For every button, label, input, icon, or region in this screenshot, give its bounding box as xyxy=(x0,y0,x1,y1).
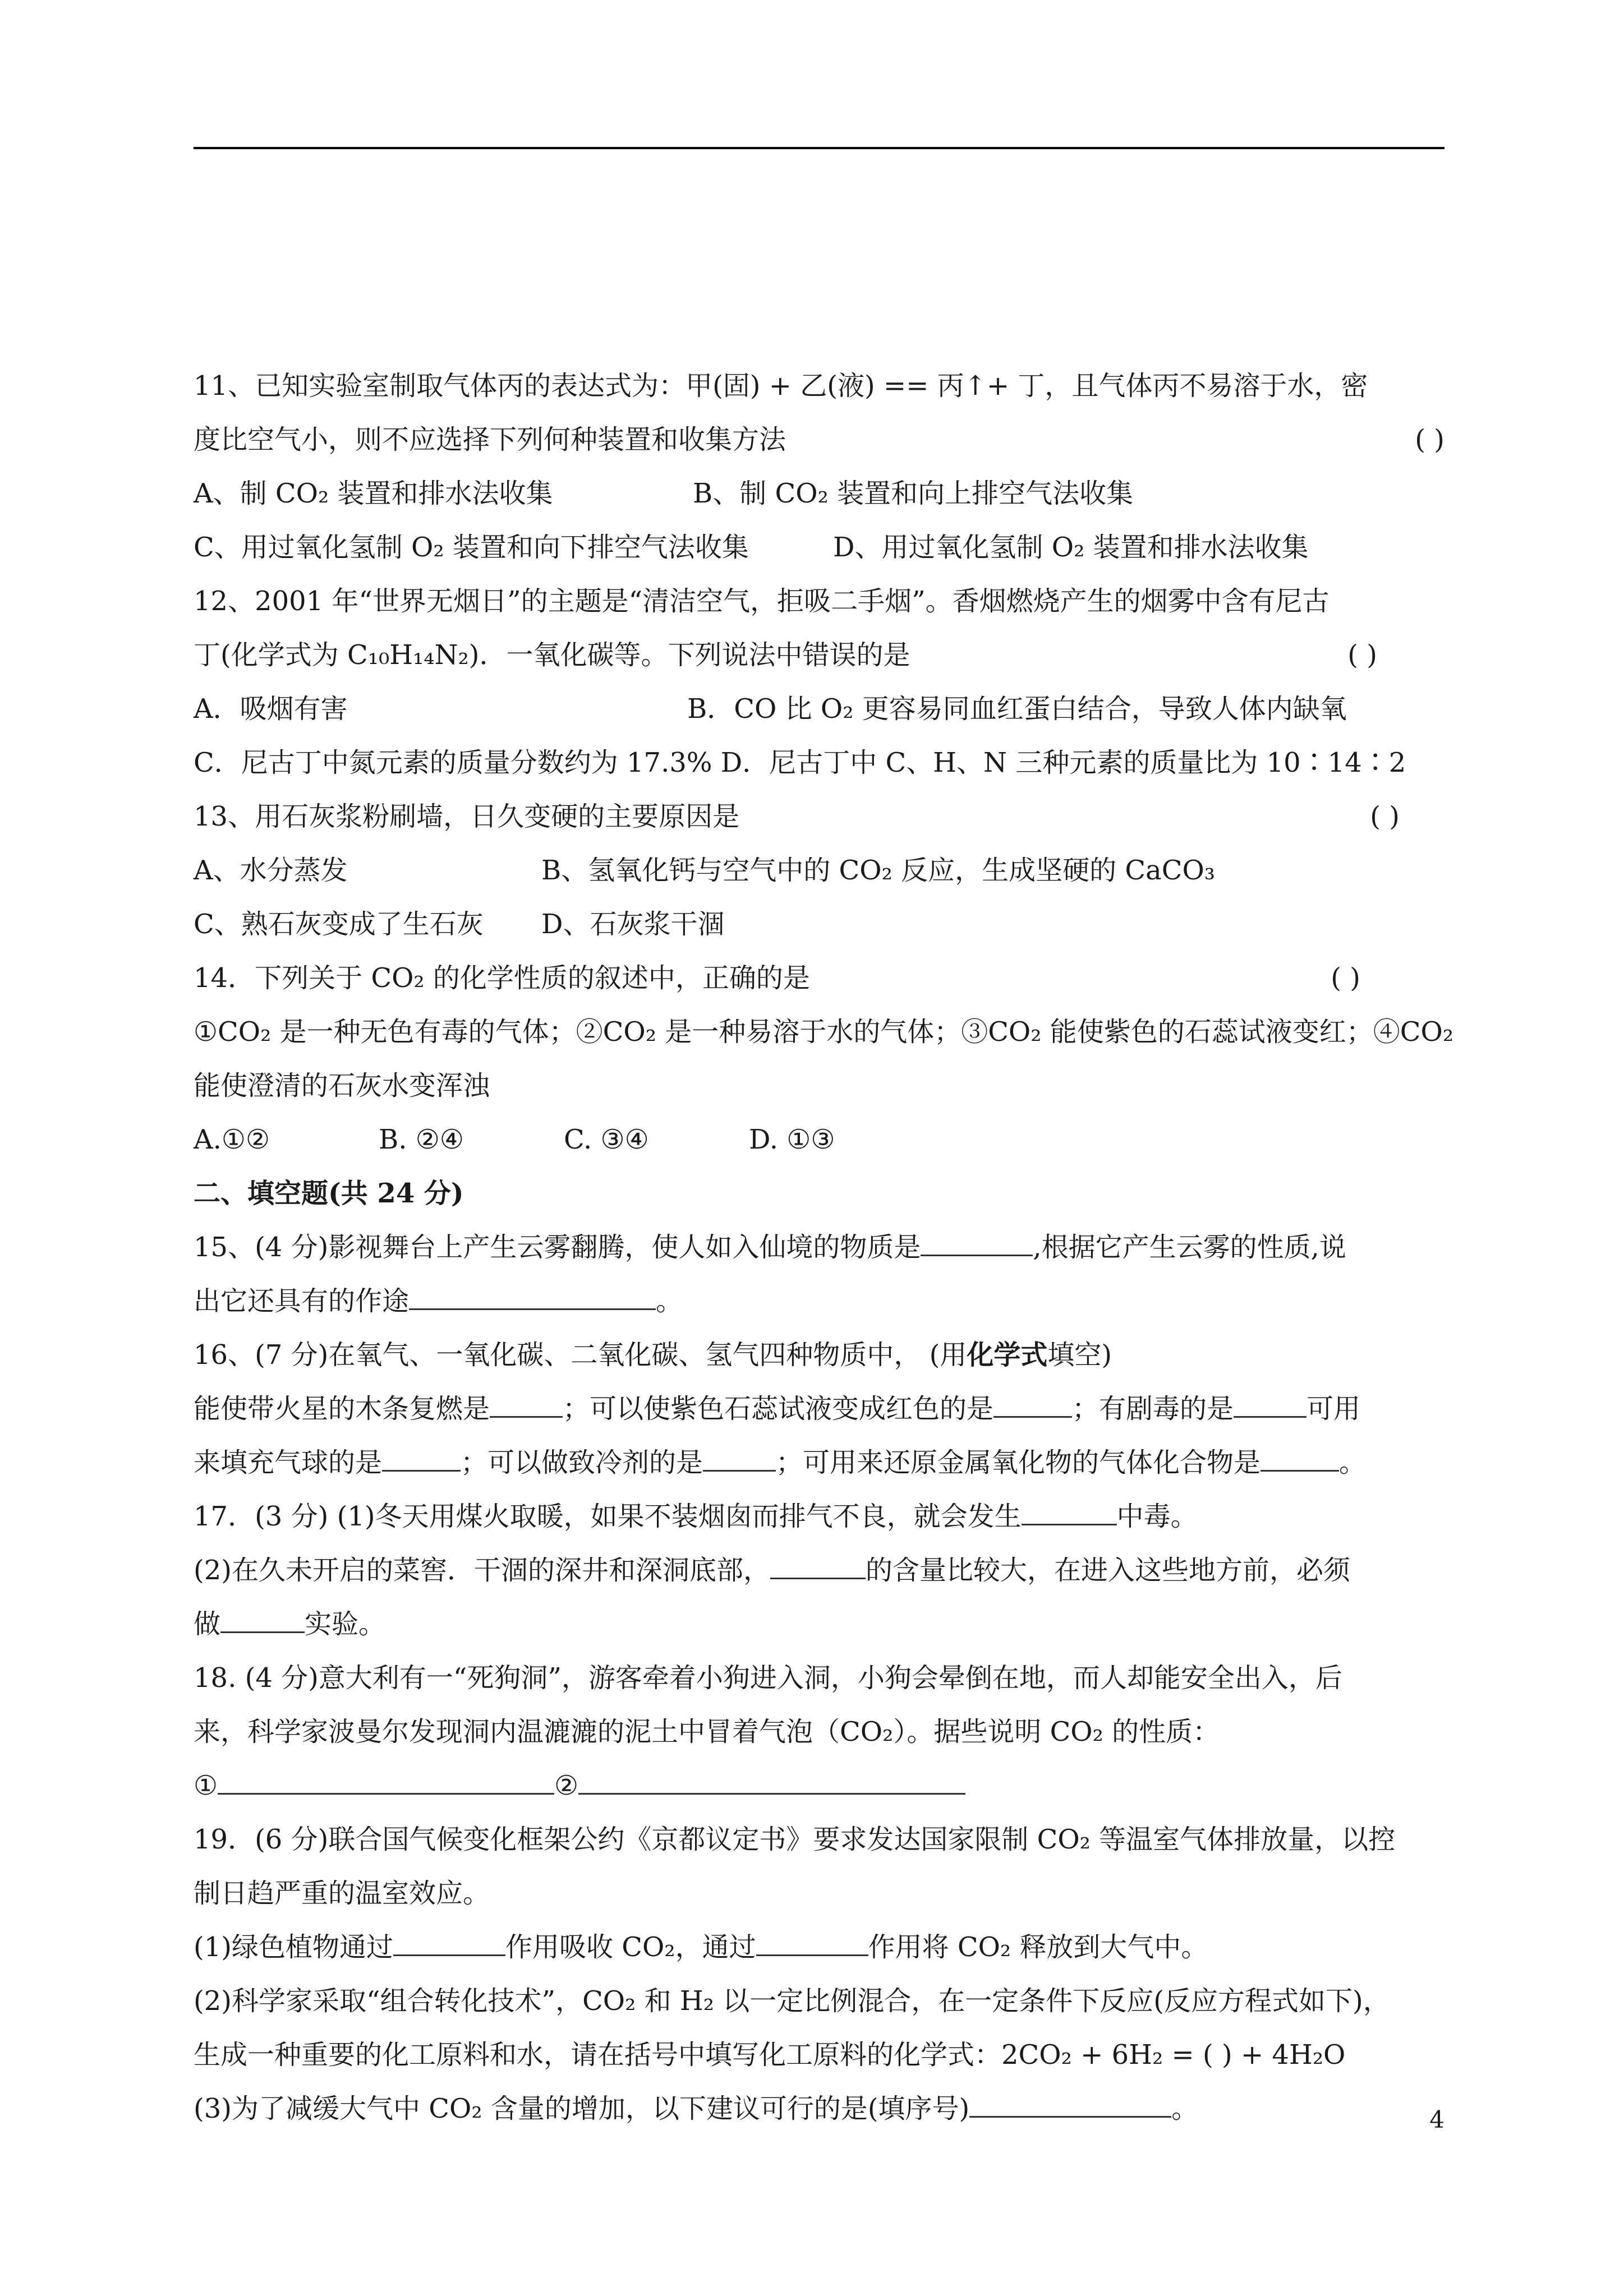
q17-blank-3[interactable] xyxy=(220,1609,305,1633)
q17-text-b: 中毒。 xyxy=(1116,1501,1198,1532)
q12-option-b: B．CO 比 O₂ 更容易同血红蛋白结合，导致人体内缺氧 xyxy=(687,693,1347,725)
q19-line2: 制日趋严重的温室效应。 xyxy=(194,1878,490,1909)
q15-line2 xyxy=(194,1274,1444,1328)
q18-line1: 18. (4 分)意大利有一“死狗洞”，游客牵着小狗进入洞，小狗会晕倒在地，而人却能安全出入，后 xyxy=(194,1662,1342,1694)
q11-stem: 度比空气小，则不应选择下列何种装置和收集方法 xyxy=(194,424,786,455)
q12-options-ab xyxy=(194,682,1444,736)
q16-line1 xyxy=(194,1328,1444,1382)
q19-blank-3[interactable] xyxy=(969,2094,1171,2118)
q16-blank-3[interactable] xyxy=(1234,1394,1306,1418)
q13-option-b: B、氢氧化钙与空气中的 CO₂ 反应，生成坚硬的 CaCO₃ xyxy=(541,855,1216,886)
q15-blank-1[interactable] xyxy=(921,1232,1033,1256)
q19-line1: 19．(6 分)联合国气候变化框架公约《京都议定书》要求发达国家限制 CO₂ 等温室气体排放量，以控 xyxy=(194,1824,1396,1855)
q16-emphasis: 化学式 xyxy=(967,1339,1048,1371)
q13-option-a: A、水分蒸发 xyxy=(194,855,348,886)
q16-line2 xyxy=(194,1382,1444,1436)
q16-prompt-balloon-2: 来填充气球的是 xyxy=(194,1447,383,1478)
q17-line1 xyxy=(194,1490,1444,1543)
q16-prompt-toxic: ；有剧毒的是 xyxy=(1072,1393,1234,1424)
q16-blank-2[interactable] xyxy=(993,1394,1072,1418)
q14-line2: ①CO₂ 是一种无色有毒的气体；②CO₂ 是一种易溶于水的气体；③CO₂ 能使紫色的石蕊试液变红；④CO₂ xyxy=(194,1016,1454,1048)
q17-text-d: 的含量比较大，在进入这些地方前，必须 xyxy=(866,1555,1351,1586)
q12-option-a: A．吸烟有害 xyxy=(194,693,348,725)
q13-option-d: D、石灰浆干涸 xyxy=(541,909,725,940)
q19-s1-text-a: (1)绿色植物通过 xyxy=(194,1931,393,1963)
q14-option-c: C. ③④ xyxy=(564,1124,649,1155)
q15-text-d: 。 xyxy=(656,1285,683,1317)
q17-text-c: (2)在久未开启的菜窖．干涸的深井和深洞底部， xyxy=(194,1555,770,1586)
q16-prompt-oxygen: 能使带火星的木条复燃是 xyxy=(194,1393,490,1424)
q19-sub3 xyxy=(194,2082,1444,2136)
q15-text-a: 15、(4 分)影视舞台上产生云雾翻腾，使人如入仙境的物质是 xyxy=(194,1232,921,1263)
q14-stem: 14．下列关于 CO₂ 的化学性质的叙述中，正确的是 xyxy=(194,962,810,994)
q14-line3: 能使澄清的石灰水变浑浊 xyxy=(194,1070,490,1101)
q16-text-c: 填空) xyxy=(1047,1339,1112,1371)
q19-sub1 xyxy=(194,1920,1444,1974)
q16-blank-6[interactable] xyxy=(1260,1447,1339,1472)
q15-text-c: 出它还具有的作途 xyxy=(194,1285,410,1317)
q19-s3-text: (3)为了减缓大气中 CO₂ 含量的增加，以下建议可行的是(填序号) xyxy=(194,2093,970,2124)
q17-line2 xyxy=(194,1543,1444,1597)
q18-mark-1: ① xyxy=(194,1770,218,1801)
q11-options-cd xyxy=(194,520,1444,574)
q16-line3 xyxy=(194,1436,1444,1490)
q14-line1 xyxy=(194,951,1444,1005)
q16-blank-4[interactable] xyxy=(382,1447,461,1472)
q13-stem: 13、用石灰浆粉刷墙，日久变硬的主要原因是 xyxy=(194,801,740,832)
q16-prompt-acid: ；可以使紫色石蕊试液变成红色的是 xyxy=(563,1393,994,1424)
q11-option-c: C、用过氧化氢制 O₂ 装置和向下排空气法收集 xyxy=(194,532,749,563)
q12-stem: 丁(化学式为 C₁₀H₁₄N₂)．一氧化碳等。下列说法中错误的是 xyxy=(194,639,910,671)
q19-blank-2[interactable] xyxy=(756,1932,868,1956)
exam-page-content xyxy=(194,359,1454,2136)
q19-s3-period: 。 xyxy=(1171,2093,1199,2124)
q18-line2: 来，科学家波曼尔发现洞内温漉漉的泥土中冒着气泡（CO₂）。据些说明 CO₂ 的性质： xyxy=(194,1716,1220,1748)
q11-options-ab xyxy=(194,467,1444,520)
q19-s1-text-c: 作用将 CO₂ 释放到大气中。 xyxy=(868,1931,1208,1963)
q11-line2 xyxy=(194,413,1444,467)
header-rule xyxy=(194,147,1444,149)
q16-prompt-coolant: ；可以做致冷剂的是 xyxy=(461,1447,703,1478)
q18-blank-2[interactable] xyxy=(578,1771,965,1795)
q12-line1: 12、2001 年“世界无烟日”的主题是“清洁空气，拒吸二手烟”。香烟燃烧产生的烟雾中含有尼古 xyxy=(194,585,1329,617)
q19-sub2-line1: (2)科学家采取“组合转化技术”，CO₂ 和 H₂ 以一定比例混合，在一定条件下反应(反应方程式如下)， xyxy=(194,1985,1390,2017)
q14-option-d: D. ①③ xyxy=(749,1124,835,1155)
q11-answer-paren: ( ) xyxy=(1415,424,1444,455)
q14-answer-paren: ( ) xyxy=(1331,962,1360,994)
q17-text-f: 实验。 xyxy=(305,1608,386,1640)
q17-text-a: 17．(3 分) (1)冬天用煤火取暖，如果不装烟囱而排气不良，就会发生 xyxy=(194,1501,1022,1532)
q18-mark-2: ② xyxy=(554,1770,579,1801)
q12-answer-paren: ( ) xyxy=(1347,639,1377,671)
q19-sub2-line2: 生成一种重要的化工原料和水，请在括号中填写化工原料的化学式：2CO₂ + 6H₂ = ( ) + 4H₂O xyxy=(194,2039,1346,2071)
page-number: 4 xyxy=(1429,2106,1444,2133)
q14-option-b: B. ②④ xyxy=(379,1124,464,1155)
q17-text-e: 做 xyxy=(194,1608,221,1640)
q16-prompt-balloon: 可用 xyxy=(1306,1393,1361,1424)
q13-line1 xyxy=(194,790,1444,843)
q17-line3 xyxy=(194,1597,1444,1651)
q14-option-a: A.①② xyxy=(194,1124,270,1155)
q12-line2 xyxy=(194,628,1444,682)
q16-prompt-reducer: ；可用来还原金属氧化物的气体化合物是 xyxy=(776,1447,1261,1478)
q16-period: 。 xyxy=(1339,1447,1367,1478)
q13-option-c: C、熟石灰变成了生石灰 xyxy=(194,909,484,940)
section-heading-fill-in: 二、填空题(共 24 分) xyxy=(194,1178,464,1209)
q18-line3 xyxy=(194,1759,1444,1813)
q15-text-b: ,根据它产生云雾的性质,说 xyxy=(1033,1232,1346,1263)
q11-option-b: B、制 CO₂ 装置和向上排空气法收集 xyxy=(693,478,1134,509)
q14-options xyxy=(194,1113,1444,1167)
q16-blank-5[interactable] xyxy=(703,1447,776,1472)
q15-line1 xyxy=(194,1220,1444,1274)
q19-blank-1[interactable] xyxy=(393,1932,505,1956)
q12-options-cd: C．尼古丁中氮元素的质量分数约为 17.3% D．尼古丁中 C、H、N 三种元素的质量比为 10∶14∶2 xyxy=(194,747,1406,778)
q16-blank-1[interactable] xyxy=(490,1394,563,1418)
q17-blank-1[interactable] xyxy=(1022,1501,1117,1525)
q16-text-a: 16、(7 分)在氧气、一氧化碳、二氧化碳、氢气四种物质中， (用 xyxy=(194,1339,967,1371)
q11-option-d: D、用过氧化氢制 O₂ 装置和排水法收集 xyxy=(833,532,1309,563)
q19-s1-text-b: 作用吸收 CO₂，通过 xyxy=(505,1931,756,1963)
q11-option-a: A、制 CO₂ 装置和排水法收集 xyxy=(194,478,553,509)
q18-blank-1[interactable] xyxy=(218,1771,554,1795)
q17-blank-2[interactable] xyxy=(770,1555,866,1579)
q13-options-cd xyxy=(194,897,1444,951)
q13-answer-paren: ( ) xyxy=(1370,801,1400,832)
q15-blank-2[interactable] xyxy=(409,1286,656,1310)
q13-options-ab xyxy=(194,843,1444,897)
q11-line1: 11、已知实验室制取气体丙的表达式为：甲(固) + 乙(液) == 丙↑+ 丁，且气体丙不易溶于水，密 xyxy=(194,370,1368,402)
